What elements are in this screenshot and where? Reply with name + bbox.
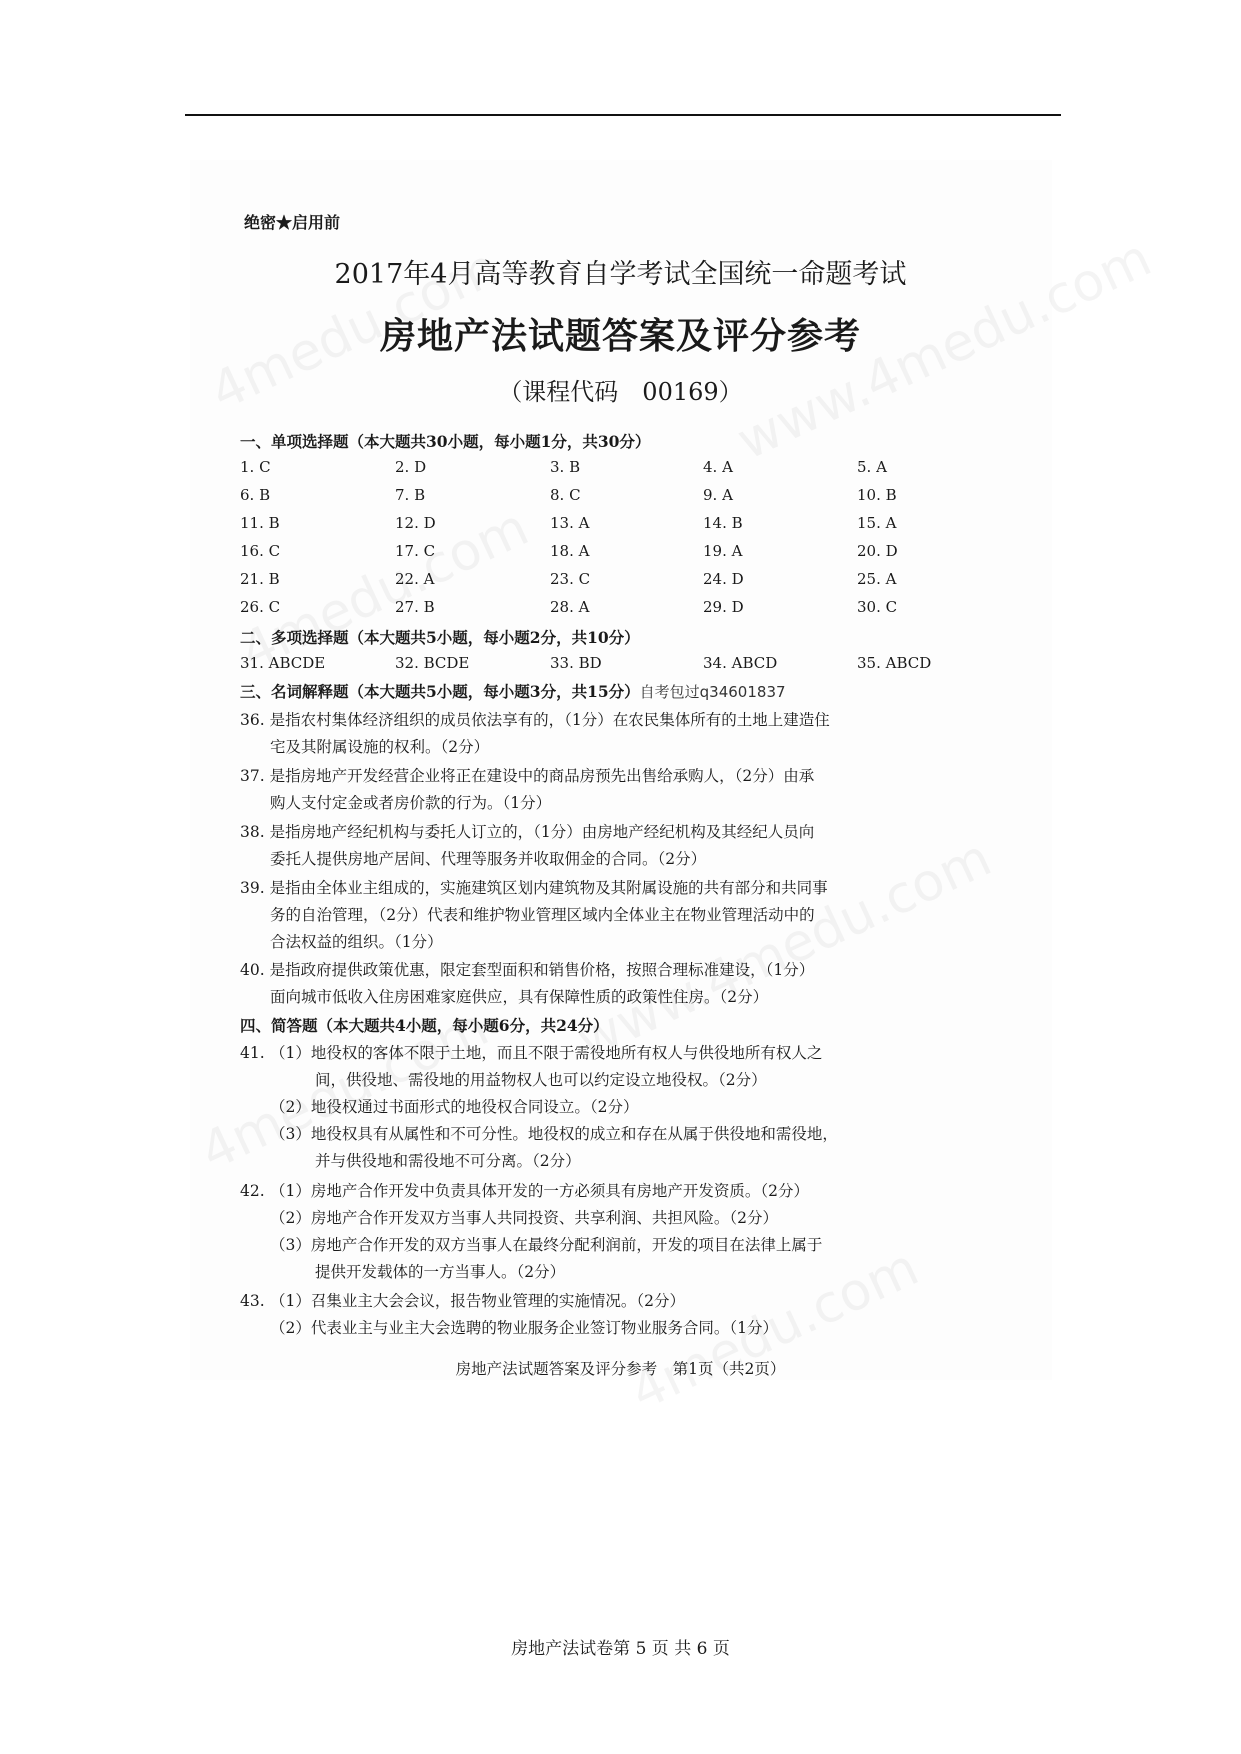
answer-cell: 11. B [240,514,280,532]
answer-line: （1）召集业主大会会议，报告物业管理的实施情况。（2分） [270,1292,685,1310]
section-heading-text: 三、名词解释题（本大题共5小题，每小题3分，共15分） [240,682,640,701]
answer-line: 40. 是指政府提供政策优惠，限定套型面积和销售价格，按照合理标准建设，（1分） [240,961,815,979]
answer-row [240,458,980,486]
answer-cell: 25. A [857,570,897,588]
answer-cell: 23. C [550,570,591,588]
answer-cell: 16. C [240,542,281,560]
answer-line: 并与供役地和需役地不可分离。（2分） [315,1152,581,1170]
handwritten-note: 自考包过q34601837 [639,683,786,701]
answer-cell: 2. D [395,458,427,476]
answer-cell: 5. A [857,458,887,476]
answer-40 [240,957,980,1011]
course-code: （课程代码 00169） [498,378,743,406]
answer-row [240,654,980,682]
answer-cell: 27. B [395,598,435,616]
answer-cell: 15. A [857,514,897,532]
answer-cell: 10. B [857,486,897,504]
answer-cell: 13. A [550,514,590,532]
answer-row [240,598,980,626]
answer-cell: 19. A [703,542,743,560]
single-choice-answers [240,458,980,626]
answer-cell: 14. B [703,514,743,532]
answer-cell: 22. A [395,570,435,588]
exam-title: 2017年4月高等教育自学考试全国统一命题考试 [334,259,907,290]
answer-line: （1）地役权的客体不限于土地，而且不限于需役地所有权人与供役地所有权人之 [270,1044,823,1062]
answer-cell: 34. ABCD [703,654,778,672]
answer-line: 间，供役地、需役地的用益物权人也可以约定设立地役权。（2分） [315,1071,767,1089]
answer-row [240,570,980,598]
answer-cell: 35. ABCD [857,654,932,672]
secret-mark: 绝密★启用前 [244,213,341,232]
answer-line: 38. 是指房地产经纪机构与委托人订立的，（1分）由房地产经纪机构及其经纪人员向 [240,823,815,841]
answer-cell: 8. C [550,486,581,504]
answer-line: （3）地役权具有从属性和不可分性。地役权的成立和存在从属于供役地和需役地， [270,1125,838,1143]
question-number: 43. [240,1292,265,1310]
answer-line: 宅及其附属设施的权利。（2分） [270,738,490,756]
answer-39 [240,875,980,956]
answer-line: （3）房地产合作开发的双方当事人在最终分配利润前，开发的项目在法律上属于 [270,1236,823,1254]
section-heading-term-explanation [240,680,786,702]
answer-cell: 7. B [395,486,426,504]
answer-cell: 17. C [395,542,436,560]
section-heading-multiple-choice: 二、多项选择题（本大题共5小题，每小题2分，共10分） [240,628,640,647]
answer-line: 委托人提供房地产居间、代理等服务并收取佣金的合同。（2分） [270,850,707,868]
section-heading-short-answer: 四、简答题（本大题共4小题，每小题6分，共24分） [240,1016,609,1035]
answer-cell: 12. D [395,514,436,532]
answer-37 [240,763,980,817]
answer-line: 36. 是指农村集体经济组织的成员依法享有的，（1分）在农民集体所有的土地上建造住 [240,711,830,729]
answer-line: （2）房地产合作开发双方当事人共同投资、共享利润、共担风险。（2分） [270,1209,778,1227]
answer-36 [240,707,980,761]
answer-cell: 31. ABCDE [240,654,326,672]
answer-line: （2）地役权通过书面形式的地役权合同设立。（2分） [270,1098,639,1116]
answer-cell: 6. B [240,486,271,504]
answer-line: 提供开发载体的一方当事人。（2分） [315,1263,566,1281]
answer-cell: 26. C [240,598,281,616]
answer-42 [240,1178,980,1286]
section-heading-single-choice: 一、单项选择题（本大题共30小题，每小题1分，共30分） [240,432,651,451]
answer-line: 合法权益的组织。（1分） [270,933,443,951]
answer-cell: 29. D [703,598,744,616]
answer-row [240,486,980,514]
answer-cell: 32. BCDE [395,654,470,672]
answer-cell: 3. B [550,458,581,476]
answer-line: 务的自治管理，（2分）代表和维护物业管理区域内全体业主在物业管理活动中的 [270,906,815,924]
answer-cell: 28. A [550,598,590,616]
page-footer: 房地产法试卷第 5 页 共 6 页 [511,1639,730,1659]
answer-line: 购人支付定金或者房价款的行为。（1分） [270,794,552,812]
answer-cell: 20. D [857,542,898,560]
answer-cell: 21. B [240,570,280,588]
answer-38 [240,819,980,873]
answer-line: 37. 是指房地产开发经营企业将正在建设中的商品房预先出售给承购人，（2分）由承 [240,767,815,785]
answer-cell: 9. A [703,486,733,504]
answer-cell: 1. C [240,458,271,476]
multiple-choice-answers [240,654,980,682]
answer-cell: 18. A [550,542,590,560]
answer-cell: 33. BD [550,654,602,672]
question-number: 42. [240,1182,265,1200]
answer-line: （2）代表业主与业主大会选聘的物业服务企业签订物业服务合同。（1分） [270,1319,778,1337]
inner-page-footer: 房地产法试题答案及评分参考 第1页（共2页） [455,1360,786,1378]
answer-43 [240,1288,980,1342]
answer-41 [240,1040,980,1175]
top-rule [185,114,1061,116]
answer-row [240,514,980,542]
answer-row [240,542,980,570]
answer-cell: 30. C [857,598,898,616]
answer-line: 面向城市低收入住房困难家庭供应，具有保障性质的政策性住房。（2分） [270,988,769,1006]
answer-line: 39. 是指由全体业主组成的，实施建筑区划内建筑物及其附属设施的共有部分和共同事 [240,879,828,897]
answer-cell: 24. D [703,570,744,588]
answer-line: （1）房地产合作开发中负责具体开发的一方必须具有房地产开发资质。（2分） [270,1182,809,1200]
page-title: 房地产法试题答案及评分参考 [379,315,861,357]
answer-cell: 4. A [703,458,733,476]
question-number: 41. [240,1044,265,1062]
